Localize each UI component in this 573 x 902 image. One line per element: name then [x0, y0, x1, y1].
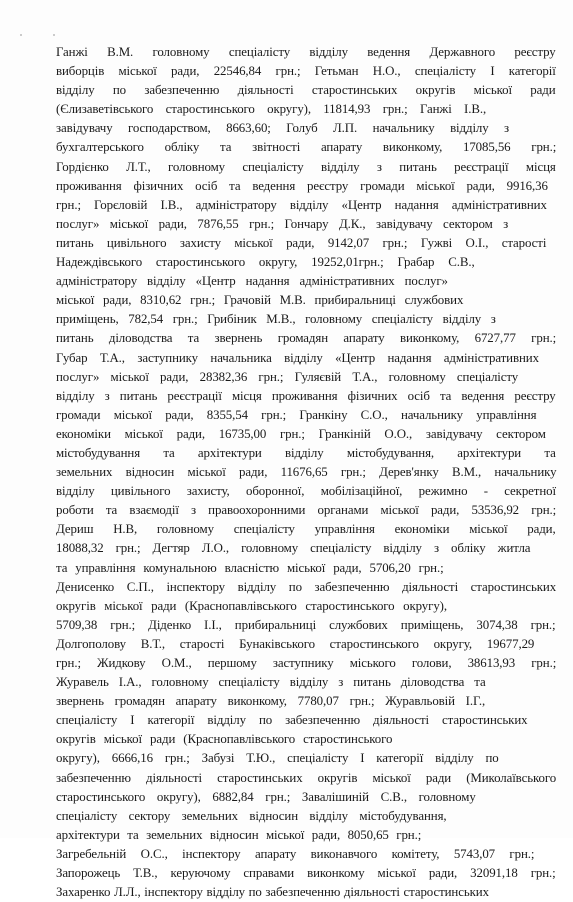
text-line: послуг» міської ради, 28382,36 грн.; Гуляєвій Т.А., головному спеціалісту: [56, 369, 519, 384]
text-line: питань діловодства та звернень громадян апарату виконкому, 6727,77 грн.;: [56, 331, 557, 346]
text-line: округів міської ради (Краснопавлівського старостинського: [56, 732, 393, 747]
text-line: Ганжі В.М. головному спеціалісту відділу ведення Державного реєстру: [56, 45, 556, 59]
text-line: спеціалісту I категорії відділу по забезпеченню діяльності старостинських: [56, 713, 528, 728]
text-line: спеціалісту сектору земельних відносин відділу містобудування,: [56, 808, 447, 823]
text-line: Гордієнко Л.Т., головному спеціалісту відділу з питань реєстрації місця: [56, 159, 556, 174]
text-line: Долгополову В.Т., старості Бунаківського старостинського округу, 19677,29: [56, 636, 535, 651]
text-line: відділу з питань реєстрації місця проживання фізичних осіб та ведення реєстру: [56, 388, 556, 403]
text-line: адміністратору відділу «Центр надання адміністративних послуг»: [56, 274, 448, 289]
text-line: містобудування та архітектури відділу містобудування, архітектури та: [56, 445, 556, 460]
text-line: питань цивільного захисту міської ради, 9142,07 грн.; Гужві О.І., старості: [56, 235, 547, 250]
text-line: послуг» міської ради, 7876,55 грн.; Гончару Д.К., завідувачу сектором з: [56, 216, 509, 231]
text-line: звернень громадян апарату виконкому, 7780,07 грн.; Журавльовій І.Г.,: [56, 694, 486, 709]
text-line: економіки міської ради, 16735,00 грн.; Гранкіній О.О., завідувачу сектором: [56, 426, 546, 441]
text-line: Загребельній О.С., інспектору апарату виконавчого комітету, 5743,07 грн.;: [56, 846, 535, 861]
text-line: 5709,38 грн.; Діденко І.І., прибиральниці службових приміщень, 3074,38 грн.;: [56, 617, 556, 632]
text-line: архітектури та земельних відносин міської ради, 8050,65 грн.;: [56, 827, 422, 842]
text-line: приміщень, 782,54 грн.; Грибіник М.В., головному спеціалісту відділу з: [56, 312, 496, 327]
text-line: грн.; Горєловій І.В., адміністратору відділу «Центр надання адміністративних: [56, 197, 547, 212]
text-line: грн.; Жидкову О.М., першому заступнику міського голови, 38613,93 грн.;: [56, 656, 557, 670]
text-line: та управління комунальною власністю міської ради, 5706,20 грн.;: [56, 560, 444, 575]
text-line: Запорожець Т.В., керуючому справами виконкому міської ради, 32091,18 грн.;: [56, 866, 556, 881]
text-line: виборців міської ради, 22546,84 грн.; Гетьман Н.О., спеціалісту I категорії: [56, 64, 556, 79]
document-body: [56, 43, 556, 902]
text-line: Надеждівського старостинського округу, 19252,01грн.; Грабар С.В.,: [56, 255, 475, 270]
text-line: роботи та взаємодії з правоохоронними органами міської ради, 53536,92 грн.;: [56, 503, 557, 518]
text-line: Захаренко Л.Л., інспектору відділу по забезпеченню діяльності старостинських: [56, 885, 489, 900]
text-line: земельних відносин міської ради, 11676,65 грн.; Дерев'янку В.М., начальнику: [56, 465, 557, 480]
text-line: громади міської ради, 8355,54 грн.; Гранкіну С.О., начальнику управління: [56, 407, 537, 422]
text-line: завідувачу господарством, 8663,60; Голуб Л.П. начальнику відділу з: [56, 121, 510, 136]
text-line: округу), 6666,16 грн.; Забузі Т.Ю., спеціалісту I категорії відділу по: [56, 751, 499, 766]
text-line: проживання фізичних осіб та ведення реєстру громади міської ради, 9916,36: [56, 178, 548, 193]
text-line: забезпеченню діяльності старостинських округів міської ради (Миколаївського: [56, 770, 557, 785]
text-line: Дериш Н.В, головному спеціалісту управління економіки міської ради,: [56, 522, 556, 537]
text-line: Денисенко С.П., інспектору відділу по забезпеченню діяльності старостинських: [56, 579, 557, 594]
text-line: бухгалтерського обліку та звітності апарату виконкому, 17085,56 грн.;: [56, 140, 557, 155]
text-line: Журавель І.А., головному спеціалісту відділу з питань діловодства та: [56, 675, 486, 690]
text-line: округів міської ради (Краснопавлівського старостинського округу),: [56, 598, 447, 613]
text-line: старостинського округу), 6882,84 грн.; Завалішиній С.В., головному: [56, 789, 476, 804]
text-line: відділу цивільного захисту, оборонної, мобілізаційної, режимно - секретної: [56, 484, 556, 499]
text-line: (Єлизаветівського старостинського округу), 11814,93 грн.; Ганжі І.В.,: [56, 102, 487, 117]
scan-dot: [20, 34, 22, 36]
text-line: відділу по забезпеченню діяльності старостинських округів міської ради: [56, 83, 556, 98]
scan-dot: [53, 34, 55, 36]
text-line: 18088,32 грн.; Дегтяр Л.О., головному спеціалісту відділу з обліку житла: [56, 541, 531, 556]
text-line: Губар Т.А., заступнику начальника відділу «Центр надання адміністративних: [56, 350, 539, 365]
text-line: міської ради, 8310,62 грн.; Грачовій М.В. прибиральниці службових: [56, 293, 464, 308]
